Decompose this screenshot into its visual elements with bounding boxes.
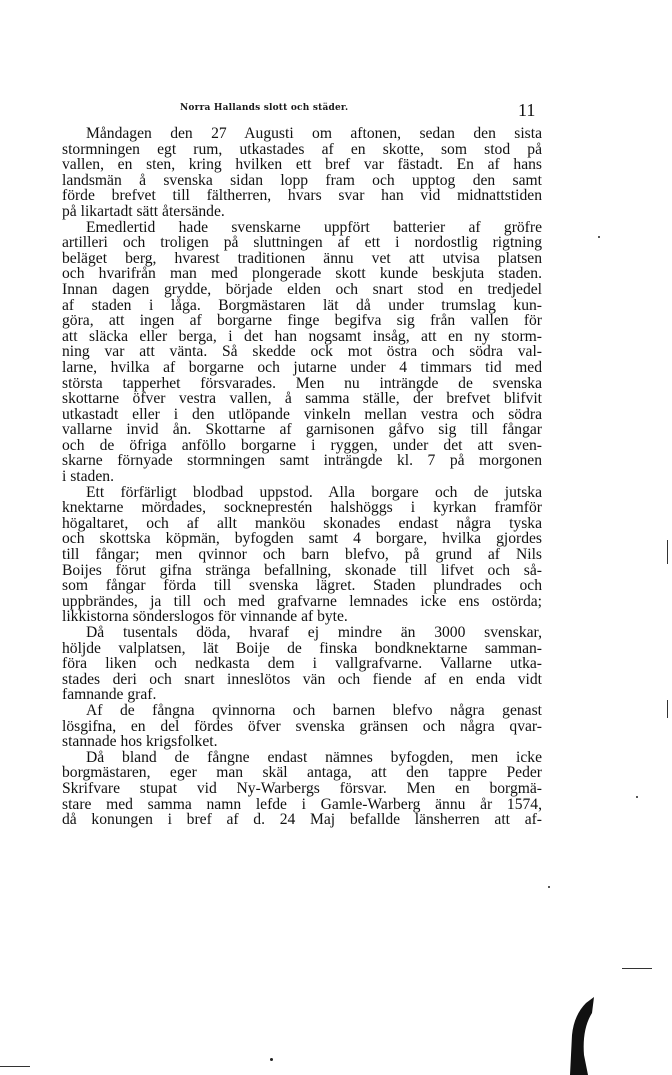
text-line: ning var att vänta. Så skedde ock mot östra och södra val- [62, 343, 542, 361]
text-line: vallen, en sten, kring hvilken ett bref var fästadt. En af hans [62, 156, 542, 174]
text-line: landsmän å svenska sidan lopp fram och upptog den samt [62, 171, 542, 189]
text-line: Boijes förut gifna stränga befallning, skonade till lifvet och så- [62, 561, 542, 579]
scan-speck [636, 796, 638, 798]
text-line: som fångar förda till svenska lägret. Staden plundrades och [62, 577, 542, 595]
text-line: Emedlertid hade svenskarne uppfört batterier af gröfre [86, 218, 542, 236]
text-line: att släcka eller berga, i det han nogsamt insåg, att en ny storm- [62, 327, 542, 345]
text-line: höljde valplatsen, lät Boije de finska bondknektarne samman- [62, 639, 542, 657]
text-line: uppbrändes, ja till och med grafvarne lemnades icke ens ostörda; [62, 592, 542, 610]
text-line: beläget berg, hvarest traditionen ännu vet att utvisa platsen [62, 249, 542, 267]
text-line: stare med samma namn lefde i Gamle-Warberg ännu år 1574, [62, 795, 542, 813]
scan-speck [598, 236, 600, 238]
scan-margin-line [0, 1066, 30, 1067]
text-line: Måndagen den 27 Augusti om aftonen, sedan den sista [86, 125, 542, 142]
text-line: på likartadt sätt återsände. [62, 202, 225, 220]
text-line: till fångar; men qvinnor och barn blefvo, på grund af Nils [62, 546, 542, 564]
text-line: famnande graf. [62, 686, 157, 704]
text-line: och hvarifrån man med plongerade skott kunde beskjuta staden. [62, 265, 542, 283]
running-head: Norra Hallands slott och städer. [180, 103, 349, 113]
text-line: skarne förnyade stormningen samt inträngde kl. 7 på morgonen [62, 452, 542, 470]
text-line: föra liken och nedkasta dem i vallgrafvarne. Vallarne utka- [62, 655, 542, 673]
scan-margin-line [667, 700, 668, 718]
text-line: lösgifna, en del fördes öfver svenska gränsen och några qvar- [62, 717, 542, 735]
text-line: förde brefvet till fältherren, hvars svar han vid midnattstiden [62, 187, 542, 205]
text-line: Ett förfärligt blodbad uppstod. Alla borgare och de jutska [86, 483, 542, 501]
text-line: utkastadt eller i den utlöpande vinkeln mellan vestra och södra [62, 405, 542, 423]
text-line: Innan dagen grydde, började elden och snart stod en tredjedel [62, 280, 542, 298]
text-line: och skottska köpmän, byfogden samt 4 borgare, hvilka gjordes [62, 530, 542, 548]
text-line: största tapperhet försvarades. Men nu inträngde de svenska [62, 374, 542, 392]
text-line: då konungen i bref af d. 24 Maj befallde länsherren att af- [62, 811, 542, 829]
text-line: skottarne öfver vestra vallen, å samma ställe, der brefvet blifvit [62, 390, 542, 408]
scan-margin-line [667, 540, 668, 564]
text-line: likkistorna sönderslogos för vinnande af byte. [62, 608, 348, 626]
text-line: Då tusentals döda, hvaraf ej mindre än 3000 svenskar, [86, 624, 542, 641]
text-line: Skrifvare stupat vid Ny-Warbergs försvar. Men en borgmä- [62, 779, 542, 797]
text-line: göra, att ingen af borgarne finge begifva sig från vallen för [62, 312, 542, 330]
text-line: i staden. [62, 468, 114, 486]
body-text [62, 126, 542, 828]
text-line: Då bland de fångne endast nämnes byfogden, men icke [86, 748, 542, 766]
text-line: Af de fångna qvinnorna och barnen blefvo några genast [86, 701, 542, 719]
text-line: vallarne invid ån. Skottarne af garnisonen gåfvo sig till fångar [62, 421, 542, 439]
page-number: 11 [518, 100, 536, 120]
text-line: stades deri och snart inneslötos vän och fiende af en enda vidt [62, 670, 542, 688]
scan-edge-blot [560, 995, 610, 1075]
scan-speck [548, 886, 550, 888]
text-line: stannade hos krigsfolket. [62, 733, 218, 751]
text-line: och de öfriga anföllo borgarne i ryggen, under det att sven- [62, 436, 542, 454]
text-line: af staden i låga. Borgmästaren lät då under trumslag kun- [62, 296, 542, 314]
text-line: larne, hvilka af borgarne och jutarne under 4 timmars tid med [62, 358, 542, 376]
text-line: artilleri och troligen på sluttningen af ett i nordostlig rigtning [62, 234, 542, 252]
scan-margin-line [622, 968, 652, 969]
text-line: stormningen egt rum, utkastades af en skotte, som stod på [62, 140, 542, 158]
text-line: borgmästaren, eger man skäl antaga, att den tappre Peder [62, 764, 542, 782]
text-line: högaltaret, och af allt manköu skonades endast några tyska [62, 514, 542, 532]
text-line: knektarne mördades, sockneprestén halshöggs i kyrkan framför [62, 499, 542, 517]
scan-speck [270, 1058, 273, 1061]
